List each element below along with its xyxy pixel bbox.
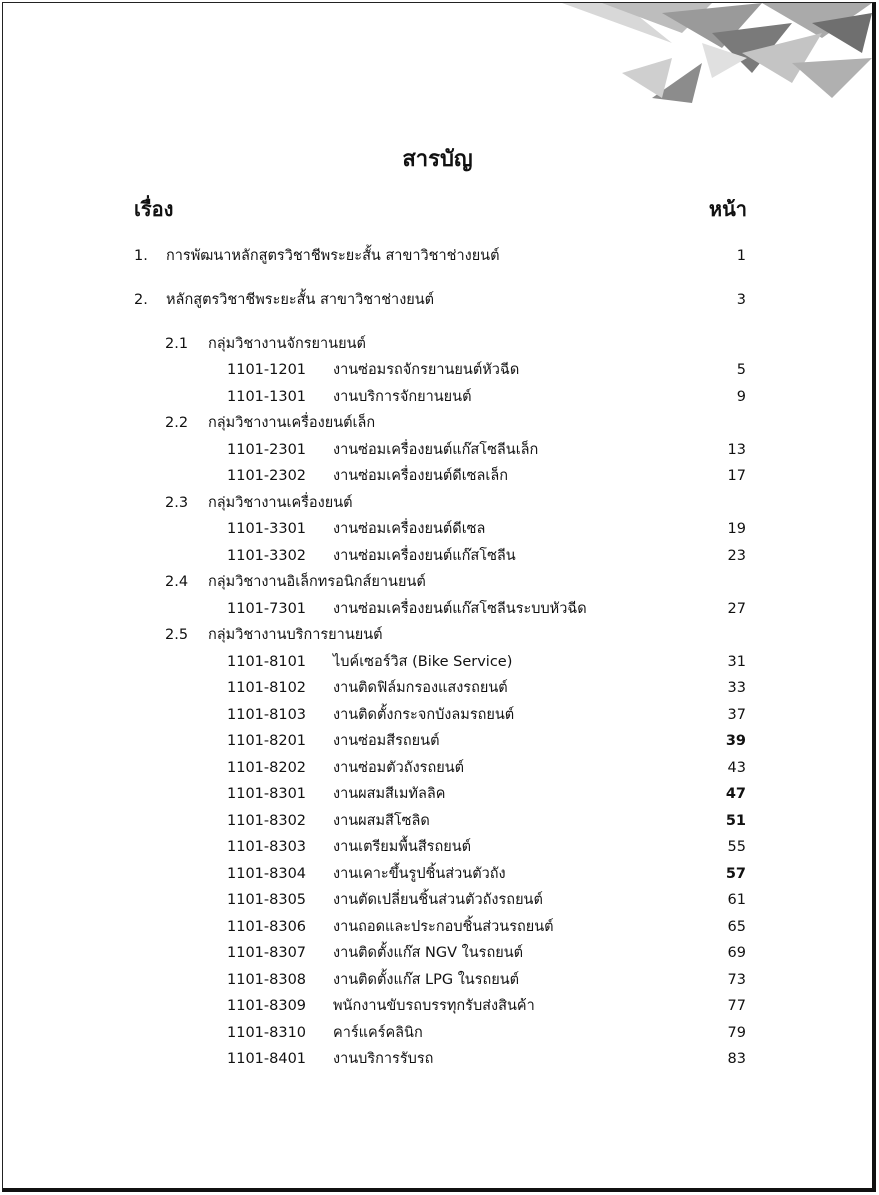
course-page: 51 (725, 813, 746, 829)
group-title: กลุ่มวิชางานเครื่องยนต์เล็ก (208, 415, 376, 431)
course-page: 37 (727, 707, 746, 723)
course-title: ไบค์เซอร์วิส (Bike Service) (333, 654, 513, 670)
course-code: 1101-8308 (227, 972, 307, 988)
course-page: 77 (727, 998, 746, 1014)
toc-group-2-2[interactable] (3, 412, 872, 434)
course-code: 1101-8102 (227, 680, 307, 696)
main-item-page: 3 (736, 292, 746, 308)
group-title: กลุ่มวิชางานเครื่องยนต์ (208, 495, 353, 511)
toc-subitem[interactable] (3, 439, 872, 461)
toc-subitem[interactable] (3, 889, 872, 911)
course-title: งานตัดเปลี่ยนชิ้นส่วนตัวถังรถยนต์ (333, 892, 543, 908)
toc-group-2-3[interactable] (3, 492, 872, 514)
course-code: 1101-2301 (227, 442, 307, 458)
course-page: 27 (727, 601, 746, 617)
course-title: งานติดตั้งแก๊ส NGV ในรถยนต์ (333, 945, 524, 961)
course-title: งานติดฟิล์มกรองแสงรถยนต์ (333, 680, 508, 696)
toc-subitem[interactable] (3, 518, 872, 540)
group-title: กลุ่มวิชางานบริการยานยนต์ (208, 627, 383, 643)
course-code: 1101-8309 (227, 998, 307, 1014)
course-title: งานซ่อมเครื่องยนต์ดีเซลเล็ก (333, 468, 509, 484)
group-number: 2.5 (165, 627, 189, 643)
course-page: 79 (727, 1025, 746, 1041)
course-code: 1101-2302 (227, 468, 307, 484)
toc-main-item-1[interactable] (3, 245, 872, 267)
toc-subitem[interactable] (3, 757, 872, 779)
course-page: 55 (727, 839, 746, 855)
toc-subitem[interactable] (3, 836, 872, 858)
course-page: 5 (736, 362, 746, 378)
toc-subitem[interactable] (3, 1048, 872, 1070)
course-title: งานผสมสีโซลิด (333, 813, 430, 829)
toc-subitem[interactable] (3, 783, 872, 805)
course-page: 57 (725, 866, 746, 882)
course-title: คาร์แคร์คลินิก (333, 1025, 423, 1041)
toc-subitem[interactable] (3, 995, 872, 1017)
course-code: 1101-8304 (227, 866, 307, 882)
main-item-text: หลักสูตรวิชาชีพระยะสั้น สาขาวิชาช่างยนต์ (166, 292, 435, 308)
toc-subitem[interactable] (3, 386, 872, 408)
course-title: งานซ่อมเครื่องยนต์แก๊สโซลีน (333, 548, 516, 564)
course-page: 17 (727, 468, 746, 484)
course-title: งานซ่อมสีรถยนต์ (333, 733, 440, 749)
course-code: 1101-8310 (227, 1025, 307, 1041)
group-number: 2.2 (165, 415, 189, 431)
course-title: งานเคาะขึ้นรูปชิ้นส่วนตัวถัง (333, 866, 506, 882)
course-title: งานซ่อมเครื่องยนต์ดีเซล (333, 521, 486, 537)
course-page: 61 (727, 892, 746, 908)
toc-subitem[interactable] (3, 651, 872, 673)
toc-group-2-1[interactable] (3, 333, 872, 355)
course-page: 43 (727, 760, 746, 776)
group-title: กลุ่มวิชางานอิเล็กทรอนิกส์ยานยนต์ (208, 574, 426, 590)
course-title: งานซ่อมเครื่องยนต์แก๊สโซลีนระบบหัวฉีด (333, 601, 587, 617)
course-code: 1101-1301 (227, 389, 307, 405)
toc-main-item-2[interactable] (3, 289, 872, 311)
decorative-polygons (562, 3, 872, 113)
toc-subitem[interactable] (3, 359, 872, 381)
course-code: 1101-3302 (227, 548, 307, 564)
toc-subitem[interactable] (3, 730, 872, 752)
group-number: 2.4 (165, 574, 189, 590)
course-code: 1101-8302 (227, 813, 307, 829)
course-title: พนักงานขับรถบรรทุกรับส่งสินค้า (333, 998, 535, 1014)
toc-header-topic: เรื่อง (134, 197, 174, 221)
toc-header-page: หน้า (708, 197, 747, 221)
course-code: 1101-8307 (227, 945, 307, 961)
course-page: 47 (725, 786, 746, 802)
toc-subitem[interactable] (3, 810, 872, 832)
group-number: 2.3 (165, 495, 189, 511)
course-page: 65 (727, 919, 746, 935)
course-page: 13 (727, 442, 746, 458)
document-page (2, 2, 876, 1192)
course-title: งานถอดและประกอบชิ้นส่วนรถยนต์ (333, 919, 554, 935)
toc-group-2-5[interactable] (3, 624, 872, 646)
main-item-number: 2. (134, 292, 148, 308)
course-page: 31 (727, 654, 746, 670)
course-title: งานบริการรับรถ (333, 1051, 434, 1067)
main-item-text: การพัฒนาหลักสูตรวิชาชีพระยะสั้น สาขาวิชาช่างยนต์ (166, 248, 500, 264)
course-code: 1101-8301 (227, 786, 307, 802)
toc-title: สารบัญ (402, 147, 473, 172)
course-title: งานซ่อมเครื่องยนต์แก๊สโซลีนเล็ก (333, 442, 539, 458)
course-code: 1101-8101 (227, 654, 307, 670)
toc-subitem[interactable] (3, 545, 872, 567)
toc-subitem[interactable] (3, 598, 872, 620)
course-code: 1101-7301 (227, 601, 307, 617)
toc-subitem[interactable] (3, 465, 872, 487)
toc-subitem[interactable] (3, 942, 872, 964)
course-code: 1101-8401 (227, 1051, 307, 1067)
course-title: งานติดตั้งกระจกบังลมรถยนต์ (333, 707, 515, 723)
course-page: 19 (727, 521, 746, 537)
course-code: 1101-8303 (227, 839, 307, 855)
course-code: 1101-8201 (227, 733, 307, 749)
toc-subitem[interactable] (3, 916, 872, 938)
course-code: 1101-8103 (227, 707, 307, 723)
course-page: 33 (727, 680, 746, 696)
course-code: 1101-1201 (227, 362, 307, 378)
course-page: 39 (725, 733, 746, 749)
course-code: 1101-8305 (227, 892, 307, 908)
course-page: 9 (736, 389, 746, 405)
course-title: งานซ่อมรถจักรยานยนต์หัวฉีด (333, 362, 520, 378)
toc-subitem[interactable] (3, 863, 872, 885)
course-page: 83 (727, 1051, 746, 1067)
course-title: งานติดตั้งแก๊ส LPG ในรถยนต์ (333, 972, 520, 988)
course-page: 23 (727, 548, 746, 564)
course-page: 73 (727, 972, 746, 988)
toc-subitem[interactable] (3, 969, 872, 991)
main-item-page: 1 (736, 248, 746, 264)
toc-subitem[interactable] (3, 704, 872, 726)
course-page: 69 (727, 945, 746, 961)
course-title: งานบริการจักยานยนต์ (333, 389, 472, 405)
course-code: 1101-3301 (227, 521, 307, 537)
main-item-number: 1. (134, 248, 148, 264)
course-title: งานเตรียมพื้นสีรถยนต์ (333, 839, 472, 855)
toc-subitem[interactable] (3, 1022, 872, 1044)
course-code: 1101-8306 (227, 919, 307, 935)
course-title: งานผสมสีเมทัลลิค (333, 786, 446, 802)
toc-group-2-4[interactable] (3, 571, 872, 593)
group-number: 2.1 (165, 336, 189, 352)
group-title: กลุ่มวิชางานจักรยานยนต์ (208, 336, 366, 352)
course-title: งานซ่อมตัวถังรถยนต์ (333, 760, 465, 776)
toc-subitem[interactable] (3, 677, 872, 699)
course-code: 1101-8202 (227, 760, 307, 776)
